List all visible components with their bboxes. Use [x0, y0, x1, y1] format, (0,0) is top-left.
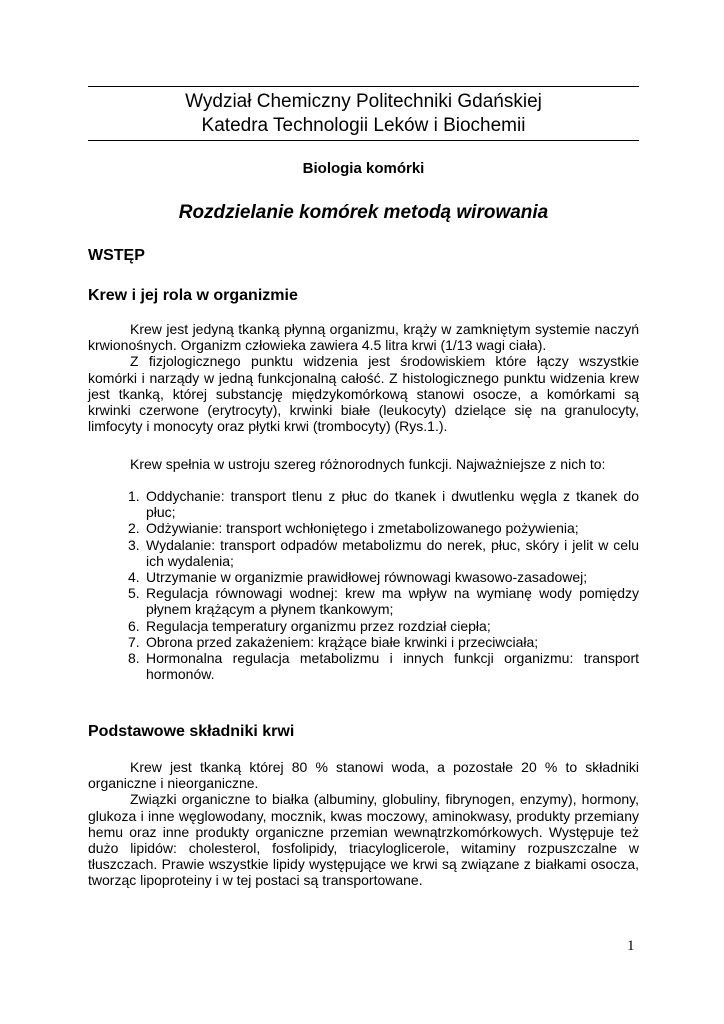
list-item-number: 3. — [128, 536, 140, 553]
list-item-number: 1. — [128, 488, 140, 504]
document-header — [88, 90, 639, 138]
list-item — [128, 569, 639, 585]
list-item-number: 2. — [128, 520, 140, 537]
list-item — [128, 650, 639, 682]
list-item — [128, 585, 639, 617]
paragraph: Krew jest jedyną tkanką płynną organizmu, krąży w zamkniętym systemie naczyń krwionośnych. Organizm człowieka zawiera 4.5 litra krwi (1/13 wagi ciała). — [88, 321, 639, 354]
header-faculty: Wydział Chemiczny Politechniki Gdańskiej — [185, 91, 542, 112]
section2-body — [88, 759, 639, 889]
header-department: Katedra Technologii Leków i Biochemii — [201, 115, 526, 136]
list-item-number: 4. — [128, 569, 140, 586]
list-item-text: Odżywianie: transport wchłoniętego i zmetabolizowanego pożywienia; — [146, 520, 579, 537]
intro-heading: WSTĘP — [88, 247, 145, 264]
list-item — [128, 537, 639, 569]
list-item-text: Oddychanie: transport tlenu z płuc do tkanek i dwutlenku węgla z tkanek do płuc; — [146, 488, 639, 521]
list-item — [128, 520, 639, 536]
list-item-text: Regulacja równowagi wodnej: krew ma wpływ na wymianę wody pomiędzy płynem krążącym a płynem tkankowym; — [146, 585, 639, 618]
list-item-text: Wydalanie: transport odpadów metabolizmu do nerek, płuc, skóry i jelit w celu ich wydalenia; — [146, 536, 639, 569]
section2-heading: Podstawowe składniki krwi — [88, 723, 295, 740]
list-item-text: Hormonalna regulacja metabolizmu i innych funkcji organizmu: transport hormonów. — [146, 650, 639, 683]
section1-heading: Krew i jej rola w organizmie — [88, 287, 298, 304]
functions-list — [128, 488, 639, 682]
list-item — [128, 634, 639, 650]
course-subject: Biologia komórki — [302, 160, 425, 177]
list-item-number: 8. — [128, 650, 140, 667]
functions-intro-block — [88, 456, 639, 472]
functions-intro: Krew spełnia w ustroju szereg różnorodnych funkcji. Najważniejsze z nich to: — [130, 456, 606, 472]
list-item-number: 6. — [128, 617, 140, 634]
paragraph: Z fizjologicznego punktu widzenia jest środowiskiem które łączy wszystkie komórki i narządy w jedną funkcjonalną całość. Z histologicznego punktu widzenia krew jest tkanką, której substancję międzykomórkową stanowi osocze, a komórkami są krwinki czerwone (erytrocyty), krwinki białe (leukocyty) dzielące się na granulocyty, limfocyty i monocyty oraz płytki krwi (trombocyty) (Rys.1.). — [88, 353, 639, 435]
list-item-number: 7. — [128, 633, 140, 650]
paragraph: Związki organiczne to białka (albuminy, globuliny, fibrynogen, enzymy), hormony, glukoza i inne węglowodany, mocznik, kwas moczowy, aminokwasy, produkty przemiany hemu oraz inne produkty organiczne przemian wewnątrzkomórkowych. Występuje też dużo lipidów: cholesterol, fosfolipidy, triacyloglicerole, witaminy rozpuszczalne w tłuszczach. Prawie wszystkie lipidy występujące we krwi są związane z białkami osocza, tworząc lipoproteiny i w tej postaci są transportowane. — [88, 791, 639, 889]
list-item-text: Obrona przed zakażeniem: krążące białe krwinki i przeciwciała; — [146, 633, 539, 650]
list-item — [128, 618, 639, 634]
header-bottom-rule — [88, 140, 639, 141]
list-item-number: 5. — [128, 585, 140, 602]
section1-body — [88, 321, 639, 434]
list-item-text: Utrzymanie w organizmie prawidłowej równowagi kwasowo-zasadowej; — [146, 569, 588, 586]
document-title: Rozdzielanie komórek metodą wirowania — [178, 202, 549, 223]
page-number: 1 — [627, 938, 635, 954]
paragraph: Krew jest tkanką której 80 % stanowi woda, a pozostałe 20 % to składniki organiczne i nieorganiczne. — [88, 759, 639, 792]
list-item — [128, 488, 639, 520]
list-item-text: Regulacja temperatury organizmu przez rozdział ciepła; — [146, 617, 491, 634]
header-top-rule — [88, 86, 639, 87]
